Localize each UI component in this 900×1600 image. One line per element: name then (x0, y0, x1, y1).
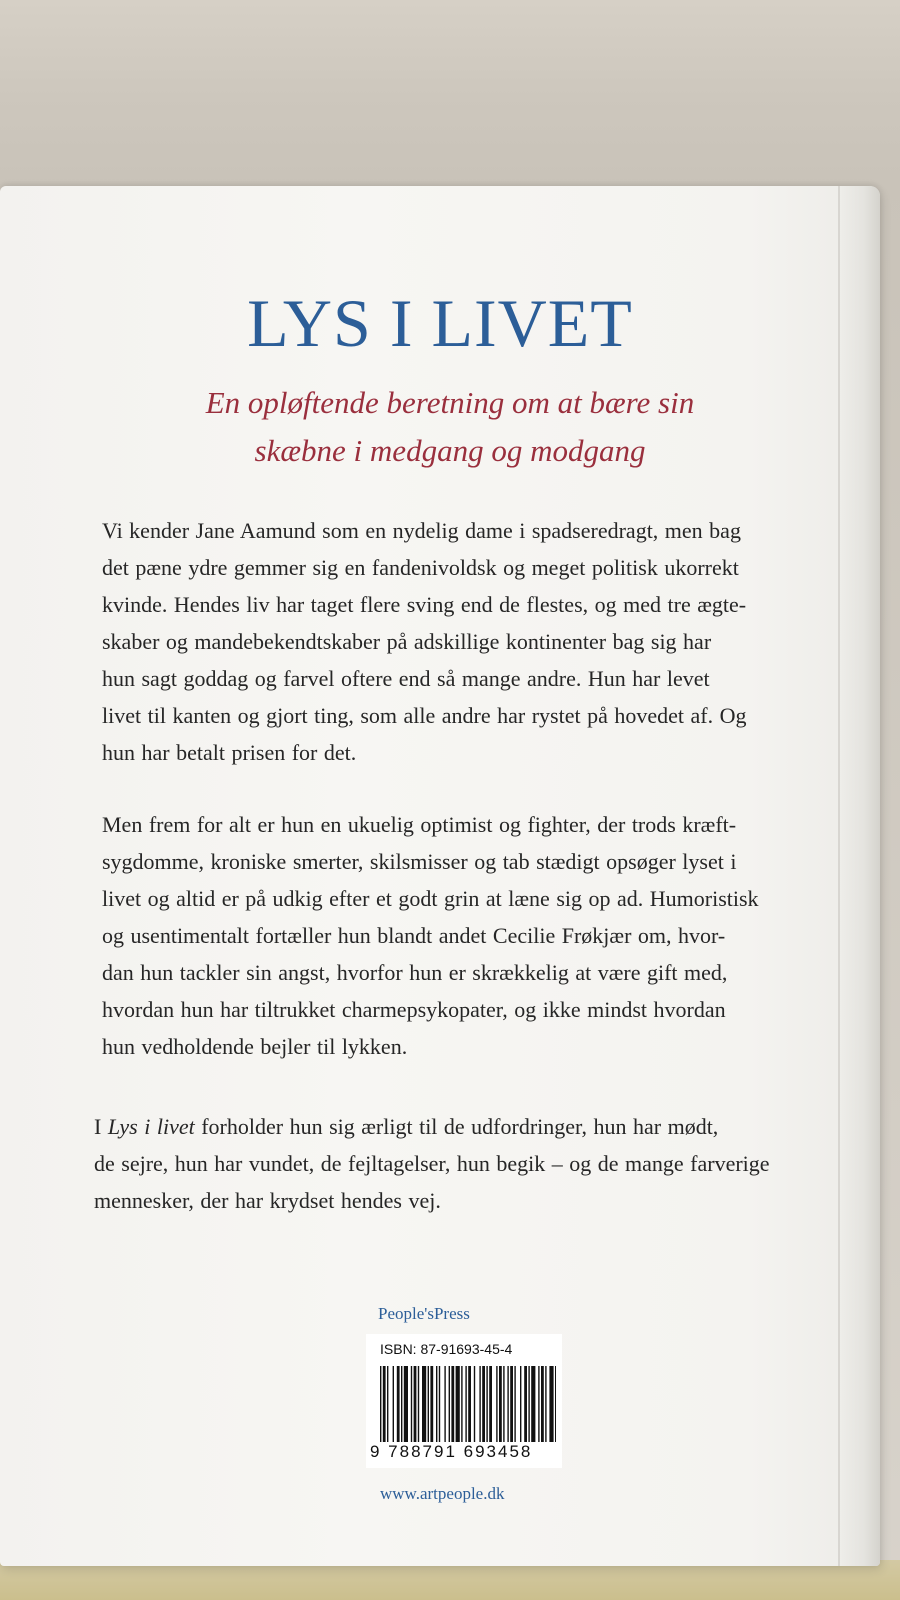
barcode-bar (549, 1366, 553, 1442)
barcode-bar (489, 1366, 492, 1442)
table-surface (0, 1560, 900, 1600)
text-line: sygdomme, kroniske smerter, skilsmisser og tab stædigt opsøger lyset i (102, 849, 737, 874)
text-line: Men frem for alt er hun en ukuelig optimist og fighter, der trods kræft- (102, 812, 737, 837)
text-line: det pæne ydre gemmer sig en fandenivoldsk og meget politisk ukorrekt (102, 555, 739, 580)
barcode-bar (486, 1366, 487, 1442)
barcode-bar (520, 1366, 521, 1442)
barcode-bar (468, 1366, 471, 1442)
text-line (94, 1108, 770, 1145)
barcode-bar (524, 1366, 527, 1442)
barcode-bar (538, 1366, 539, 1442)
barcode-bar (418, 1366, 419, 1442)
text-line: hvordan hun har tiltrukket charmepsykopater, og ikke mindst hvordan (102, 997, 726, 1022)
text-line: Vi kender Jane Aamund som en nydelig dame i spadseredragt, men bag (102, 518, 741, 543)
barcode-bar (401, 1366, 402, 1442)
text-fragment: forholder hun sig ærligt til de udfordringer, hun har mødt, (194, 1114, 719, 1139)
subtitle-line: skæbne i medgang og modgang (254, 433, 646, 468)
barcode-bar (514, 1366, 515, 1442)
barcode-bar (414, 1366, 417, 1442)
barcode-bar (507, 1366, 508, 1442)
text-line: livet og altid er på udkig efter et godt grin at læne sig op ad. Humoristisk (102, 886, 759, 911)
barcode-bar (461, 1366, 462, 1442)
blurb-paragraph-2 (102, 806, 759, 1065)
barcode-bar (496, 1366, 497, 1442)
blurb-paragraph-1 (102, 512, 747, 771)
isbn-text: ISBN: 87-91693-45-4 (380, 1341, 513, 1357)
book-title-inline: Lys i livet (107, 1114, 195, 1139)
text-fragment: I (94, 1114, 108, 1139)
barcode-bar (465, 1366, 466, 1442)
barcode-bar (439, 1366, 440, 1442)
text-line: hun vedholdende bejler til lykken. (102, 1034, 408, 1059)
barcode-bar (449, 1366, 450, 1442)
publisher-name: People'sPress (378, 1304, 470, 1323)
barcode-bar (387, 1366, 388, 1442)
publisher-website: www.artpeople.dk (380, 1484, 505, 1503)
barcode-bar (503, 1366, 504, 1442)
barcode-bar (444, 1366, 445, 1442)
book-back-cover (0, 186, 880, 1566)
barcode-bar (541, 1366, 544, 1442)
barcode-bar (528, 1366, 529, 1442)
barcode-bar (479, 1366, 480, 1442)
subtitle-line: En opløftende beretning om at bære sin (205, 385, 695, 420)
barcode-bar (555, 1366, 556, 1442)
barcode-bar (422, 1366, 426, 1442)
barcode-bar (393, 1366, 394, 1442)
text-line: skaber og mandebekendtskaber på adskillige kontinenter bag sig har (102, 629, 712, 654)
text-line: mennesker, der har krydset hendes vej. (94, 1188, 441, 1213)
book-subtitle (170, 379, 730, 475)
text-line: hun har betalt prisen for det. (102, 740, 357, 765)
barcode-bar (510, 1366, 513, 1442)
text-line: hun sagt goddag og farvel oftere end så mange andre. Hun har levet (102, 666, 710, 691)
barcode-bar (474, 1366, 475, 1442)
barcode-bar (451, 1366, 454, 1442)
text-line: kvinde. Hendes liv har taget flere sving end de flestes, og med tre ægte- (102, 592, 747, 617)
barcode-bar (531, 1366, 535, 1442)
barcode-bar (380, 1366, 381, 1442)
barcode-bar (456, 1366, 460, 1442)
blurb-paragraph-3 (94, 1108, 770, 1219)
book-title: LYS I LIVET (247, 285, 633, 361)
text-line: og usentimentalt fortæller hun blandt andet Cecilie Frøkjær om, hvor- (102, 923, 726, 948)
barcode-bar (482, 1366, 485, 1442)
barcode-bar (430, 1366, 433, 1442)
text-line: livet til kanten og gjort ting, som alle andre har rystet på hovedet af. Og (102, 703, 747, 728)
text-line: dan hun tackler sin angst, hvorfor hun er skrækkelig at være gift med, (102, 960, 728, 985)
barcode-digits: 9 788791 693458 (370, 1442, 533, 1461)
barcode-bar (436, 1366, 437, 1442)
barcode-bar (383, 1366, 386, 1442)
barcode-bar (397, 1366, 400, 1442)
barcode-bar (411, 1366, 412, 1442)
book-spine-edge (840, 186, 880, 1566)
barcode-bar (499, 1366, 502, 1442)
barcode-bar (404, 1366, 408, 1442)
barcode-bars (380, 1366, 556, 1442)
barcode-bar (545, 1366, 546, 1442)
barcode-bar (428, 1366, 429, 1442)
barcode-label (366, 1334, 562, 1468)
text-line: de sejre, hun har vundet, de fejltagelser, hun begik – og de mange farverige (94, 1151, 770, 1176)
